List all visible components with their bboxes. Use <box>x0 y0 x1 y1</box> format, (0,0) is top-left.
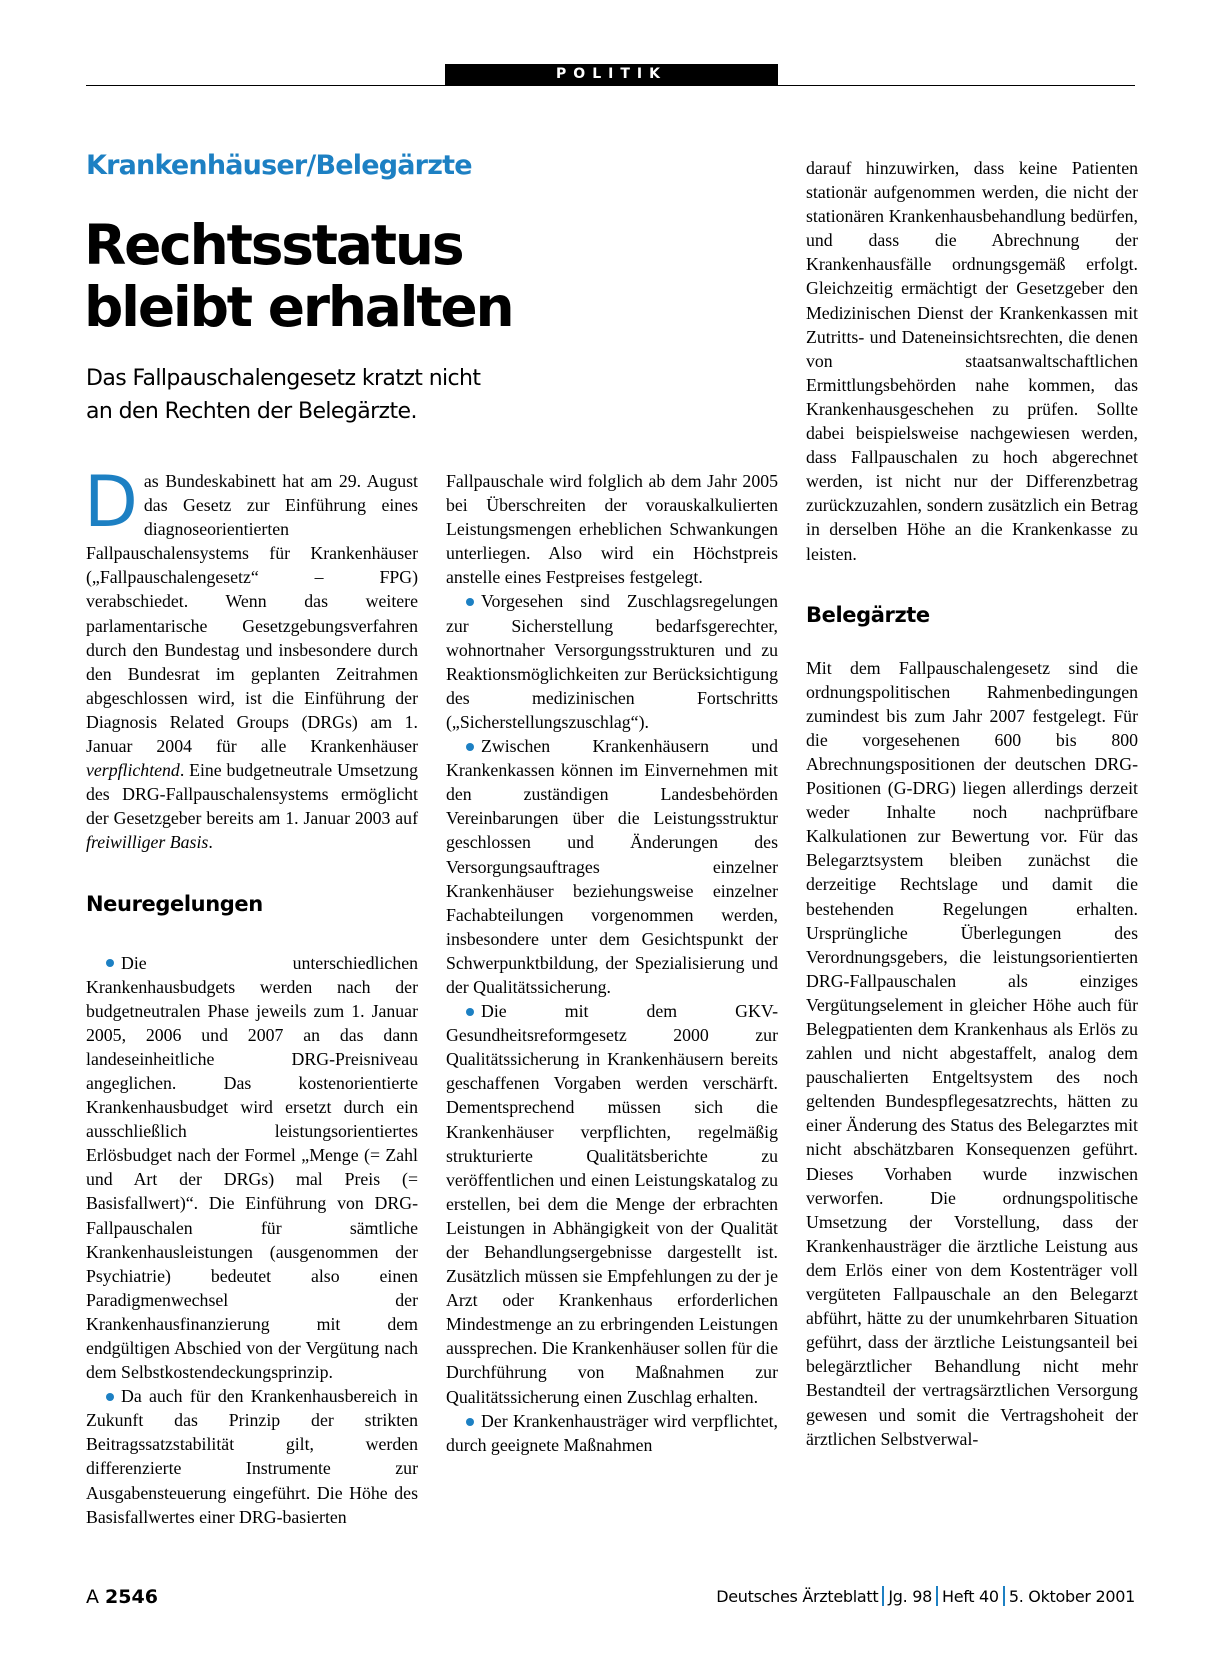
section-label: POLITIK <box>445 64 778 85</box>
article-subhead <box>86 362 646 428</box>
footer-separator <box>936 1586 938 1606</box>
bullet-dot-icon <box>466 1008 474 1016</box>
bullet-6-text-end: darauf hinzuwirken, dass keine Patienten stationär aufgenommen werden, die nicht der stationären Krankenhausbehandlung bedürfen, und dass die Abrechnung der Krankenhausfälle ordnungsgemäß erfolgt. Gleichzeitig ermächtigt der Gesetzgeber den Medizinischen Dienst der Krankenkassen mit Zutritts- und Dateneinsichtsrechten, die denen von staatsanwaltschaftlichen Ermittlungsbehörden nahe kommen, das Krankenhausgeschehen zu prüfen. Sollte dabei beispielsweise nachgewiesen werden, dass Fallpauschalen zu hoch abgerechnet werden, ist nicht nur der Differenzbetrag zurückzuzahlen, sondern zusätzlich ein Betrag in derselben Höhe an die Krankenkasse zu leisten. <box>806 158 1138 564</box>
belegaerzte-paragraph <box>806 656 1138 1451</box>
footer-separator <box>882 1586 884 1606</box>
page-footer-left <box>86 1586 158 1608</box>
header-rule <box>86 85 1135 86</box>
section-heading-belegaerzte: Belegärzte <box>806 602 930 627</box>
intro-text-c: . <box>208 832 213 853</box>
bullet-paragraph-5 <box>446 999 778 1409</box>
journal-volume: Jg. 98 <box>888 1587 932 1606</box>
bullet-paragraph-6-end <box>806 156 1138 566</box>
publication-date: 5. Oktober 2001 <box>1008 1587 1135 1606</box>
bullet-6-text-start: Der Krankenhausträger wird verpflichtet, durch geeignete Maßnahmen <box>446 1410 778 1455</box>
journal-issue: Heft 40 <box>941 1587 999 1606</box>
section-heading-neuregelungen: Neuregelungen <box>86 891 263 916</box>
bullet-paragraph-3 <box>446 589 778 734</box>
bullet-5-text: Die mit dem GKV-Gesundheitsreformgesetz 2000 zur Qualitätssicherung in Krankenhäusern bereits geschaffenen Vorgaben werden verschärft. Dementsprechend müssen sich die Krankenhäuser verpflichten, regelmäßig strukturierte Qualitätsberichte zu veröffentlichen und einen Leistungskatalog zu erstellen, bei dem die Menge der erbrachten Leistungen in Abhängigkeit von der Qualität der Behandlungsergebnisse dargestellt ist. Zusätzlich müssen sie Empfehlungen zu der je Arzt oder Krankenhaus erforderlichen Mindestmenge an zu erbringenden Leistungen aussprechen. Die Krankenhäuser sollen für die Durchführung von Maßnahmen zur Qualitätssicherung einen Zuschlag erhalten. <box>446 1001 778 1407</box>
intro-text-b: . Eine budgetneutrale Umsetzung des DRG-Fallpauschalensystems ermöglicht der Gesetzgeber bereits am 1. Januar 2003 auf <box>86 760 418 829</box>
intro-emphasis-1: verpflichtend <box>86 760 180 781</box>
page-footer-right <box>716 1586 1135 1606</box>
headline-line-1: Rechtsstatus <box>84 213 463 277</box>
bullet-dot-icon <box>106 959 114 967</box>
bullet-2-text-start: Da auch für den Krankenhausbereich in Zukunft das Prinzip der strikten Beitragssatzstabilität gilt, werden differenzierte Instrumente zur Ausgabensteuerung eingeführt. Die Höhe des Basisfallwertes einer DRG-basierten <box>86 1386 418 1527</box>
page-prefix: A <box>86 1586 99 1608</box>
bullet-2-text-end: Fallpauschale wird folglich ab dem Jahr 2005 bei Überschreiten der vorauskalkulierten Leistungsmengen erheblichen Schwankungen unterliegen. Also wird ein Höchstpreis anstelle eines Festpreises festgelegt. <box>446 471 778 588</box>
footer-separator <box>1003 1586 1005 1606</box>
article-headline <box>84 214 784 338</box>
bullet-paragraph-2-start <box>86 1384 418 1529</box>
bullet-paragraph-6-start <box>446 1409 778 1457</box>
intro-text-a: as Bundeskabinett hat am 29. August das Gesetz zur Einführung eines diagnoseorientierten Fallpauschalensystems für Krankenhäuser („Fallpauschalengesetz“ – FPG) verabschiedet. Wenn das weitere parlamentarische Gesetzgebungsverfahren durch den Bundestag und insbesondere durch den Bundesrat im geplanten Zeitrahmen abgeschlossen wird, ist die Einführung der Diagnosis Related Groups (DRGs) am 1. Januar 2004 für alle Krankenhäuser <box>86 471 418 757</box>
page-number: 2546 <box>105 1586 158 1608</box>
drop-cap: D <box>84 461 138 543</box>
bullet-dot-icon <box>466 1418 474 1426</box>
text-column-2 <box>446 469 778 1457</box>
bullet-3-text: Vorgesehen sind Zuschlagsregelungen zur Sicherstellung bedarfsgerechter, wohnortnaher Versorgungsstrukturen und zu Reaktionsmöglichkeiten zur Berücksichtigung des medizinischen Fortschritts („Sicherstellungszuschlag“). <box>446 591 778 732</box>
text-column-1 <box>84 461 418 1529</box>
bullet-dot-icon <box>466 598 474 606</box>
belegaerzte-text: Mit dem Fallpauschalengesetz sind die ordnungspolitischen Rahmenbedingungen zumindest bis zum Jahr 2007 festgelegt. Für die vorgesehenen 600 bis 800 Abrechnungspositionen der deutschen DRG-Positionen (G-DRG) liegen allerdings derzeit weder Inhalte noch nachprüfbare Kalkulationen zur Bewertung vor. Für das Belegarztsystem bleiben zunächst die derzeitige Rechtslage und damit die bestehenden Regelungen erhalten. Ursprüngliche Überlegungen des Verordnungsgebers, die leistungsorientierten DRG-Fallpauschalen als einziges Vergütungselement in gleicher Höhe auch für Belegpatienten dem Krankenhaus als Erlös zu zahlen und nicht abgestaffelt, analog dem pauschalierten Entgeltsystem des noch geltenden Bundespflegesatzrechts, hätten zu einer Änderung des Status des Belegarztes mit nicht abschätzbaren Konsequenzen geführt. Dieses Vorhaben wurde inzwischen verworfen. Die ordnungspolitische Umsetzung der Vorstellung, dass der Krankenhausträger die ärztliche Leistung aus dem Erlös einer von dem Kostenträger voll vergüteten Fallpauschale an den Belegarzt abführt, hätte zu der unumkehrbaren Situation geführt, dass der ärztliche Leistungsanteil bei belegärztlicher Behandlung nicht mehr Bestandteil der vertragsärztlichen Versorgung gewesen und somit die Vertragshoheit der ärztlichen Selbstverwal- <box>806 657 1138 1449</box>
article-kicker: Krankenhäuser/Belegärzte <box>86 150 472 181</box>
bullet-paragraph-1 <box>86 951 418 1385</box>
subhead-line-2: an den Rechten der Belegärzte. <box>86 399 417 424</box>
headline-line-2: bleibt erhalten <box>84 275 513 339</box>
bullet-paragraph-4 <box>446 734 778 999</box>
journal-name: Deutsches Ärzteblatt <box>716 1587 879 1606</box>
text-column-3 <box>806 156 1138 1451</box>
subhead-line-1: Das Fallpauschalengesetz kratzt nicht <box>86 366 481 391</box>
bullet-1-text: Die unterschiedlichen Krankenhausbudgets werden nach der budgetneutralen Phase jeweils zum 1. Januar 2005, 2006 und 2007 an das dann landeseinheitliche DRG-Preisniveau angeglichen. Das kostenorientierte Krankenhausbudget wird ersetzt durch ein ausschließlich leistungsorientiertes Erlösbudget nach der Formel „Menge (= Zahl und Art der DRGs) mal Preis (= Basisfallwert)“. Die Einführung von DRG-Fallpauschalen für sämtliche Krankenhausleistungen (ausgenommen der Psychiatrie) bedeutet also einen Paradigmenwechsel der Krankenhausfinanzierung mit dem endgültigen Abschied von der Vergütung nach dem Selbstkostendeckungsprinzip. <box>86 952 418 1383</box>
bullet-dot-icon <box>106 1393 114 1401</box>
bullet-paragraph-2-end <box>446 469 778 589</box>
intro-emphasis-2: freiwilliger Basis <box>86 832 209 853</box>
bullet-dot-icon <box>466 743 474 751</box>
bullet-4-text: Zwischen Krankenhäusern und Krankenkassen können im Einvernehmen mit den zuständigen Landesbehörden Vereinbarungen über die Leistungsstruktur geschlossen und Änderungen des Versorgungsauftrages einzelner Krankenhäuser beziehungsweise einzelner Fachabteilungen vorgenommen werden, insbesondere unter dem Gesichtspunkt der Schwerpunktbildung, der Spezialisierung und der Qualitätssicherung. <box>446 736 778 997</box>
intro-paragraph <box>84 461 418 855</box>
